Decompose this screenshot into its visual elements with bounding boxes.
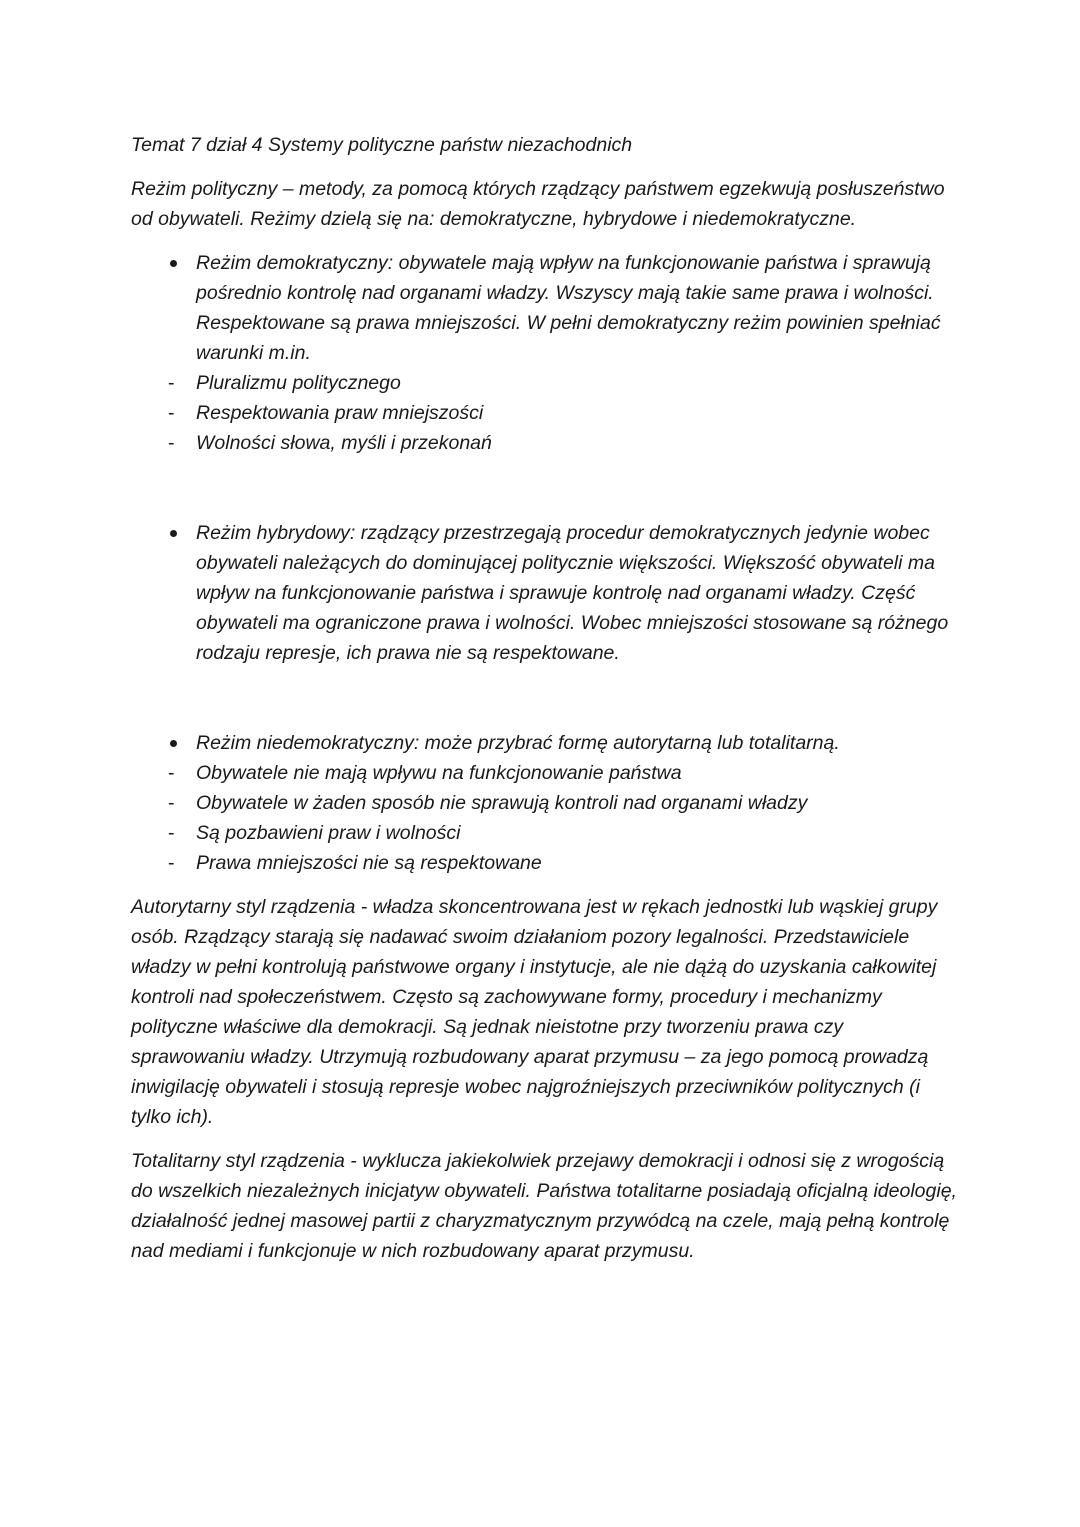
bullet-item-democratic [131,248,961,368]
totalitarian-paragraph: Totalitarny styl rządzenia - wyklucza jakiekolwiek przejawy demokracji i odnosi się z wrogością do wszelkich niezależnych inicjatyw obywateli. Państwa totalitarne posiadają oficjalną ideologię, działalność jednej masowej partii z charyzmatycznym przywódcą na czele, mają pełną kontrolę nad mediami i funkcjonuje w nich rozbudowany aparat przymusu. [131,1150,957,1262]
dash-item [131,398,961,428]
dash-marker: - [168,792,175,814]
bullet-dot-icon [170,530,177,537]
nondemocratic-list [131,728,961,878]
dash-item-text: Obywatele nie mają wpływu na funkcjonowanie państwa [196,762,682,784]
document-title: Temat 7 dział 4 Systemy polityczne państw niezachodnich [131,134,633,156]
intro-paragraph: Reżim polityczny – metody, za pomocą których rządzący państwem egzekwują posłuszeństwo od obywateli. Reżimy dzielą się na: demokratyczne, hybrydowe i niedemokratyczne. [131,178,945,230]
dash-marker: - [168,852,175,874]
dash-item-text: Są pozbawieni praw i wolności [196,822,461,844]
bullet-text-nondemocratic: Reżim niedemokratyczny: może przybrać formę autorytarną lub totalitarną. [196,732,840,754]
dash-item [131,368,961,398]
bullet-item-hybrid [131,518,961,668]
dash-marker: - [168,402,175,424]
dash-marker: - [168,822,175,844]
dash-item [131,788,961,818]
dash-item-text: Pluralizmu politycznego [196,372,401,394]
dash-item-text: Prawa mniejszości nie są respektowane [196,852,542,874]
dash-item [131,758,961,788]
dash-item [131,428,961,458]
bullet-dot-icon [170,740,177,747]
bullet-dot-icon [170,260,177,267]
dash-item-text: Respektowania praw mniejszości [196,402,484,424]
spacer [131,878,961,892]
dash-marker: - [168,372,175,394]
dash-item-text: Obywatele w żaden sposób nie sprawują kontroli nad organami władzy [196,792,808,814]
spacer [131,458,961,518]
dash-marker: - [168,432,175,454]
bullet-text-hybrid: Reżim hybrydowy: rządzący przestrzegają procedur demokratycznych jedynie wobec obywateli należących do dominującej politycznie większości. Większość obywateli ma wpływ na funkcjonowanie państwa i sprawuje kontrolę nad organami władzy. Część obywateli ma ograniczone prawa i wolności. Wobec mniejszości stosowane są różnego rodzaju represje, ich prawa nie są respektowane. [196,522,949,664]
bullet-item-nondemocratic [131,728,961,758]
document-page [131,130,961,1280]
hybrid-list [131,518,961,668]
dash-item [131,818,961,848]
dash-item-text: Wolności słowa, myśli i przekonań [196,432,492,454]
democratic-list [131,248,961,458]
dash-item [131,848,961,878]
spacer [131,668,961,728]
dash-marker: - [168,762,175,784]
authoritarian-paragraph: Autorytarny styl rządzenia - władza skoncentrowana jest w rękach jednostki lub wąskiej grupy osób. Rządzący starają się nadawać swoim działaniom pozory legalności. Przedstawiciele władzy w pełni kontrolują państwowe organy i instytucje, ale nie dążą do uzyskania całkowitej kontroli nad społeczeństwem. Często są zachowywane formy, procedury i mechanizmy polityczne właściwe dla demokracji. Są jednak nieistotne przy tworzeniu prawa czy sprawowaniu władzy. Utrzymują rozbudowany aparat przymusu – za jego pomocą prowadzą inwigilację obywateli i stosują represje wobec najgroźniejszych przeciwników politycznych (i tylko ich). [131,896,938,1128]
bullet-text-democratic: Reżim demokratyczny: obywatele mają wpływ na funkcjonowanie państwa i sprawują pośrednio kontrolę nad organami władzy. Wszyscy mają takie same prawa i wolności. Respektowane są prawa mniejszości. W pełni demokratyczny reżim powinien spełniać warunki m.in. [196,252,941,364]
